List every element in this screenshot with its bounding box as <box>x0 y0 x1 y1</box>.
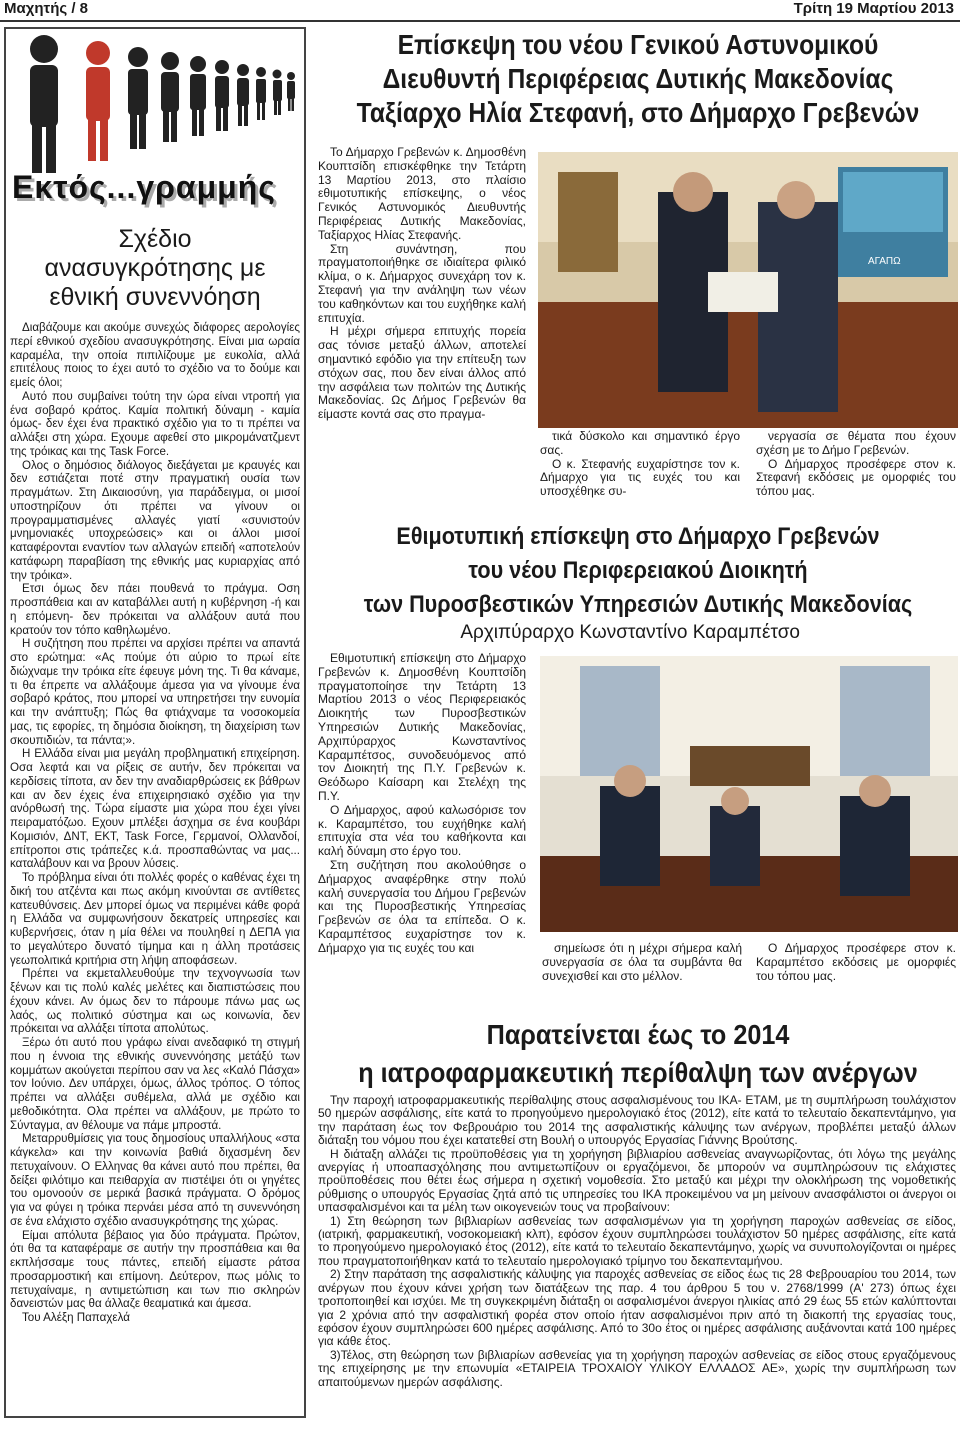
column-brand: Εκτός...γραμμής <box>12 169 276 205</box>
column-title: Σχέδιο ανασυγκρότησης με εθνική συνεννόηση <box>44 225 266 311</box>
page-header-left: Μαχητής / 8 <box>4 0 89 17</box>
article1-col3: νεργασία σε θέματα που έχουν σχέση με το Δήμο Γρεβενών. Ο Δήμαρχος προσέφερε στον κ. Στεφανή εκδόσεις με ομορφιές του τόπου μας. <box>756 429 956 499</box>
article2-col3: Ο Δήμαρχος προσέφερε στον κ. Καραμπέτσο εκδόσεις με ομορφιές του τόπου μας. <box>756 941 956 983</box>
article2-col2: σημείωσε ότι η μέχρι σήμερα καλή συνεργασία σε όλα τα συμβάντα θα συνεχισθεί και στο μέλλον. <box>542 941 742 983</box>
article3-body: Την παροχή ιατροφαρμακευτικής περίθαλψης στους ασφαλισμένους του ΙΚΑ- ΕΤΑΜ, με τη συμπλήρωση τουλάχιστον 50 ημερών ασφάλισης, είτε κατά το προηγούμενο ημερολογιακό έτος (2012), είτε κατά το τελευταίο δεκαπεντάμηνο, για την παράταση έως τον Φεβρουάριο του 2014 της ασφαλιστικής κάλυψης των ανέργων, προβλέπει μεταξύ άλλων διάταξη του νόμου που έχει κατατεθεί στη Βουλή ο υπουργός Εργασίας Γιάννης Βρούτσης. Η διάταξη αλλάζει τις προϋποθέσεις για τη χορήγηση βιβλιαρίου ασθενείας αναγνωρίζοντας, ότι λόγω της μεγάλης ανεργίας ή υποαπασχόλησης που αντιμετωπίζουν οι εργαζόμενοι, δε μπορούν να συμπληρώσουν τις ελάχιστες προϋποθέσεις που θέτει έως σήμερα η σχετική νομοθεσία. Στο μεταξύ και μέχρι την ολοκλήρωση της νομοθετικής ρύθμισης ο υπουργός Εργασίας ζητά από τις υπηρεσίες του ΙΚΑ προκειμένου να μη μείνουν ανασφάλιστοι οι άνεργοι οι υπασφαλισμένοι και τα μέλη των οικογενειών τους να προβαίνουν: 1) Στη θεώρηση των βιβλιαρίων ασθενείας των ασφαλισμένων για τη χορήγηση παροχών ασθενείας σε είδος, (ιατρική, φαρμακευτική, νοσοκομειακή κλπ), εφόσον έχουν συμπληρώσει τουλάχιστον 50 ημέρες ασφάλισης, είτε κατά το προηγούμενο ημερολογιακό έτος (2012), είτε κατά το τελευταίο δεκαπεντάμηνο, χωρίς να συνυπολογίζονται οι ημέρες που πραγματοποιήθηκαν κατά το τελευταίο ημερολογιακό τρίμηνο του δεκαπενταμήνου. 2) Στην παράταση της ασφαλιστικής κάλυψης για παροχές ασθενείας σε είδος έως τις 28 Φεβρουαρίου του 2014, των ανέργων που έχουν κάνει χρήση των διατάξεων της παρ. 4 του άρθρου 5 του ν. 2768/1999 (Α' 273) όπως έχει τροποποιηθεί και ισχύει. Με τη συγκεκριμένη διάταξη οι ασφαλισμένοι άνεργοι ηλικίας από 29 έως 55 ετών καλύπτονται για 2 χρόνια από την ασφαλιστική φορέα στον οποίο ήταν ασφαλισμένοι πριν από τη διακοπή της εργασίας τους, εφόσον έχουν συμπληρώσει 600 ημέρες ασφάλισης. Από το 30ο έτος οι ημέρες ασφάλισης αυξάνονται κατά 100 ημέρες για κάθε έτος. 3)Τέλος, στη θεώρηση των βιβλιαρίων ασθενείας για τη χορήγηση παροχών ασθενείας σε είδος στους εργαζόμενους της επιχείρησης με την επωνυμία «ΕΤΑΙΡΕΙΑ ΤΡΟΧΑΙΟΥ ΥΛΙΚΟΥ ΕΛΛΑΔΟΣ ΑΕ», χωρίς την συμπλήρωση των απαιτούμενων ημερών ασφάλισης. <box>318 1093 956 1389</box>
article2-subtitle: Αρχιπύραρχο Κωνσταντίνο Καραμπέτσο <box>460 622 800 643</box>
column-author: Του Αλέξη Παπαχελά <box>22 1311 130 1324</box>
opinion-column <box>4 27 306 1418</box>
person-figure-highlight <box>86 41 110 161</box>
article2-headline: Εθιμοτυπική επίσκεψη στο Δήμαρχο Γρεβενών του νέου Περιφερειακού Διοικητή των Πυροσβεστικών Υπηρεσιών Δυτικής Μακεδονίας <box>363 523 913 618</box>
article2-photo <box>540 656 958 932</box>
column-body: Διαβάζουμε και ακούμε συνεχώς διάφορες αερολογίες περί εθνικού σχεδίου ανασυγκρότησης. Είναι μια ωραία καραμέλα, την οποία πιπιλίζουμε με ευκολία, αλλά επιτέλους ποιος το έχει αυτό το σχέδιο να το δούμε και εμείς όλοι; Αυτό που συμβαίνει τούτη την ώρα είναι ντροπή για ένα σοβαρό κράτος. Καμία πολιτική δύναμη - καμία όμως- δεν έχει ένα πρακτικό σχέδιο για το τι πρέπει να αλλάξει στη χώρα. Εχουμε αφεθεί στο μικρομάνατζμεντ της τρόικας και της Task Force. Ολος ο δημόσιος διάλογος διεξάγεται με κραυγές και δεν εστιάζεται ποτέ στην πραγματική ουσία των πραγμάτων. Στη Δικαιοσύνη, για παράδειγμα, οι μισοί υποστηρίζουν ότι πρέπει να γίνουν οι προγραμματισμένες αλλαγές γιατί «συνιστούν μνημονιακές υποχρεώσεις» και οι άλλοι μισοί καταφέρονται εναντίον των αλλαγών επειδή «αποτελούν κατάφωρη παραβίαση της εθνικής μας κυριαρχίας από την τρόικα». Ετσι όμως δεν πάει πουθενά το πράγμα. Οση προσπάθεια και αν καταβάλλει αυτή η κυβέρνηση -ή και η επόμενη- δεν πρόκειται να αλλάξουν αυτά που κρατούν τον τόπο καθηλωμένο. Η συζήτηση που πρέπει να αρχίσει πρέπει να απαντά στο ερώτημα: «Ας πούμε ότι αύριο το πρωί είτε διώχναμε την τρόικα είτε έφευγε μόνη της. Τι θα κάναμε, τι θα έπρεπε να αλλάξουμε άμεσα για να γίνουμε ένα σοβαρό κράτος, που μπορεί να υπηρετήσει την ευνομία και την ανάπτυξη; Πώς θα φτιάχναμε τα νοσοκομεία μας, τις εφορίες, τη δημόσια διοίκηση, τη διαχείριση των σκουπιδιών, τα πάντα;». Η Ελλάδα είναι μια μεγάλη προβληματική επιχείρηση. Οσα λεφτά και να ρίξεις σε αυτήν, δεν πρόκειται να κερδίσεις τίποτα, αν δεν την αναδιαρθρώσεις εκ βάθρων και αν δεν έχεις ένα επιχειρησιακό σχέδιο για την ανόρθωσή της. Τώρα είμαστε μια χώρα που έχει γίνει πειραματόζωο. Εχουν μπλέξει άσχημα σε ένα κουβάρι Κομισιόν, ΔΝΤ, ΕΚΤ, Task Force, Γερμανοί, Ολλανδοί, επίτροποι στις τράπεζες κ.ά. προσπαθώντας να μας... καταλάβουν και να βρουν λύσεις. Το πρόβλημα είναι ότι πολλές φορές ο καθένας έχει τη δική του ατζέντα και πως ακόμη κινούνται σε αντίθετες κατευθύνσεις. Δεν μπορεί όμως να περιμένει κάθε φορά η Ελλάδα να συμφωνήσουν δεκατρείς υπηρεσίες και κυβερνήσεις, όταν η μία θέλει να πουληθεί η ΔΕΠΑ για το μεγαλύτερο δυνατό τίμημα και η άλλη προτάσεις γεωπολιτικά κριτήρια στη λήψη αποφάσεων. Πρέπει να εκμεταλλευθούμε την τεχνογνωσία των ξένων και τις πολύ καλές μελέτες και διαπιστώσεις που έχουν κάνει. Αν όμως δεν το πάρουμε πάνω μας ως λαός, ως πολιτικό σύστημα και ως κοινωνία, δεν πρόκειται να αλλάξει τίποτα απολύτως. Ξέρω ότι αυτό που γράφω είναι ανεδαφικό τη στιγμή που η έννοια της εθνικής συνεννόησης μετάξύ των κομμάτων ακούγεται περίπου σαν να λες «Καλό Πάσχα» τον Ιούνιο. Δεν υπάρχει, όμως, άλλος τρόπος. Ο τόπος πρέπει να αλλάξει συθέμελα, αλλά με σχέδιο και μεθοδικότητα. Ολα πρέπει να αλλάξουν, με πρώτο το Σύνταγμα, αν θέλουμε να πάμε μπροστά. Μεταρρυθμίσεις για τους δημοσίους υπαλλήλους «στα κάγκελα» και την κοινωνία βαθιά διχασμένη δεν πετυχαίνουν. Ο Ελληνας θα κάνει αυτό που πρέπει, θα δείξει φιλότιμο και πειθαρχία αν πιστέψει ότι οι γηγέτες του ομονοούν σε μερικά βασικά πράγματα. Ο δρόμος για να φύγει η τρόικα περνάει μέσα από τη συνεννόηση σε ένα ελάχιστο σχέδιο ανασυγκρότησης της χώρας. Είμαι απόλυτα βέβαιος για δύο πράγματα. Πρώτον, ότι θα τα καταφέραμε σε αυτήν την προσπάθεια και θα εκπλήσσαμε τους πάντες, επειδή είμαστε ράτσα προσαρμοστική και επίμονη. Δεύτερον, πως μόλις το πετυχαίναμε, η αντιμετώπιση και των πιο σκληρών δανειστών μας θα άλλαζε θεαματικά και άμεσα. Του Αλέξη Παπαχελά <box>10 321 300 1324</box>
article3-headline: Παρατείνεται έως το 2014 η ιατροφαρμακευτική περίθαλψη των ανέργων <box>358 1019 918 1088</box>
article1-headline: Επίσκεψη του νέου Γενικού Αστυνομικού Διευθυντή Περιφέρειας Δυτικής Μακεδονίας Ταξίαρχο Ηλία Στεφανή, στο Δήμαρχο Γρεβενών <box>356 29 920 128</box>
person-figure-row <box>128 47 295 149</box>
svg-text:ΑΓΑΠΩ: ΑΓΑΠΩ <box>868 256 901 267</box>
header-rule <box>0 20 960 22</box>
article1-photo <box>538 152 958 428</box>
article1-col1: Το Δήμαρχο Γρεβενών κ. Δημοσθένη Κουπτσίδη επισκέφθηκε την Τετάρτη 13 Μαρτίου 2013, στο πλαίσιο εθιμοτυπικής επίσκεψης, ο νέος Γενικός Αστυνομικός Διευθυντής Περιφέρειας Δυτικής Μακεδονίας, Ταξίαρχος Ηλίας Στεφανής. Στη συνάντηση, που πραγματοποιήθηκε σε ιδιαίτερα φιλικό κλίμα, ο κ. Δήμαρχος συνεχάρη τον κ. Στεφανή για την ανάληψη των νέων του καθηκόντων και του ευχήθηκε καλή επιτυχία. Η μέχρι σήμερα επιτυχής πορεία σας τόνισε μεταξύ άλλων, αποτελεί σημαντικό εφόδιο για την επίτευξη των στόχων σας, που δεν είναι άλλος από την ασφάλεια των πολιτών της Δυτικής Μακεδονίας. Ως Δήμος Γρεβενών θα είμαστε κοντά σας στο πραγμα- <box>318 145 526 422</box>
person-figure-large <box>30 35 58 173</box>
article2-col1: Εθιμοτυπική επίσκεψη στο Δήμαρχο Γρεβενών κ. Δημοσθένη Κουπτσίδη πραγματοποίησε την Τετάρτη 13 Μαρτίου 2013 ο νέος Περιφερειακός Διοικητής των Πυροσβεστικών Υπηρεσιών Δυτικής Μακεδονίας, Αρχιπύραρχος Κωνσταντίνος Καραμπέτσος, συνοδευόμενος από τον Διοικητή της Π.Υ. Γρεβενών κ. Θεόδωρο Καίσαρη και Στελέχη της Π.Υ. Ο Δήμαρχος, αφού καλωσόρισε τον κ. Καραμπέτσο, του ευχήθηκε καλή επιτυχία στα νέα του καθήκοντα και καλή δύναμη στο έργο του. Στη συζήτηση που ακολούθησε ο Δήμαρχος αναφέρθηκε στην πολύ καλή συνεργασία του Δήμου Γρεβενών και της Πυροσβεστικής Υπηρεσίας Γρεβενών σε όλα τα επίπεδα. Ο κ. Καραμπέτσος ευχαρίστησε τον κ. Δήμαρχο για τις ευχές του και <box>318 651 526 955</box>
page-header-date: Τρίτη 19 Μαρτίου 2013 <box>793 0 954 17</box>
article1-col2: τικά δύσκολο και σημαντικό έργο σας. Ο κ. Στεφανής ευχαρίστησε τον κ. Δήμαρχο για τις ευχές του και υποσχέθηκε συ- <box>540 429 740 499</box>
